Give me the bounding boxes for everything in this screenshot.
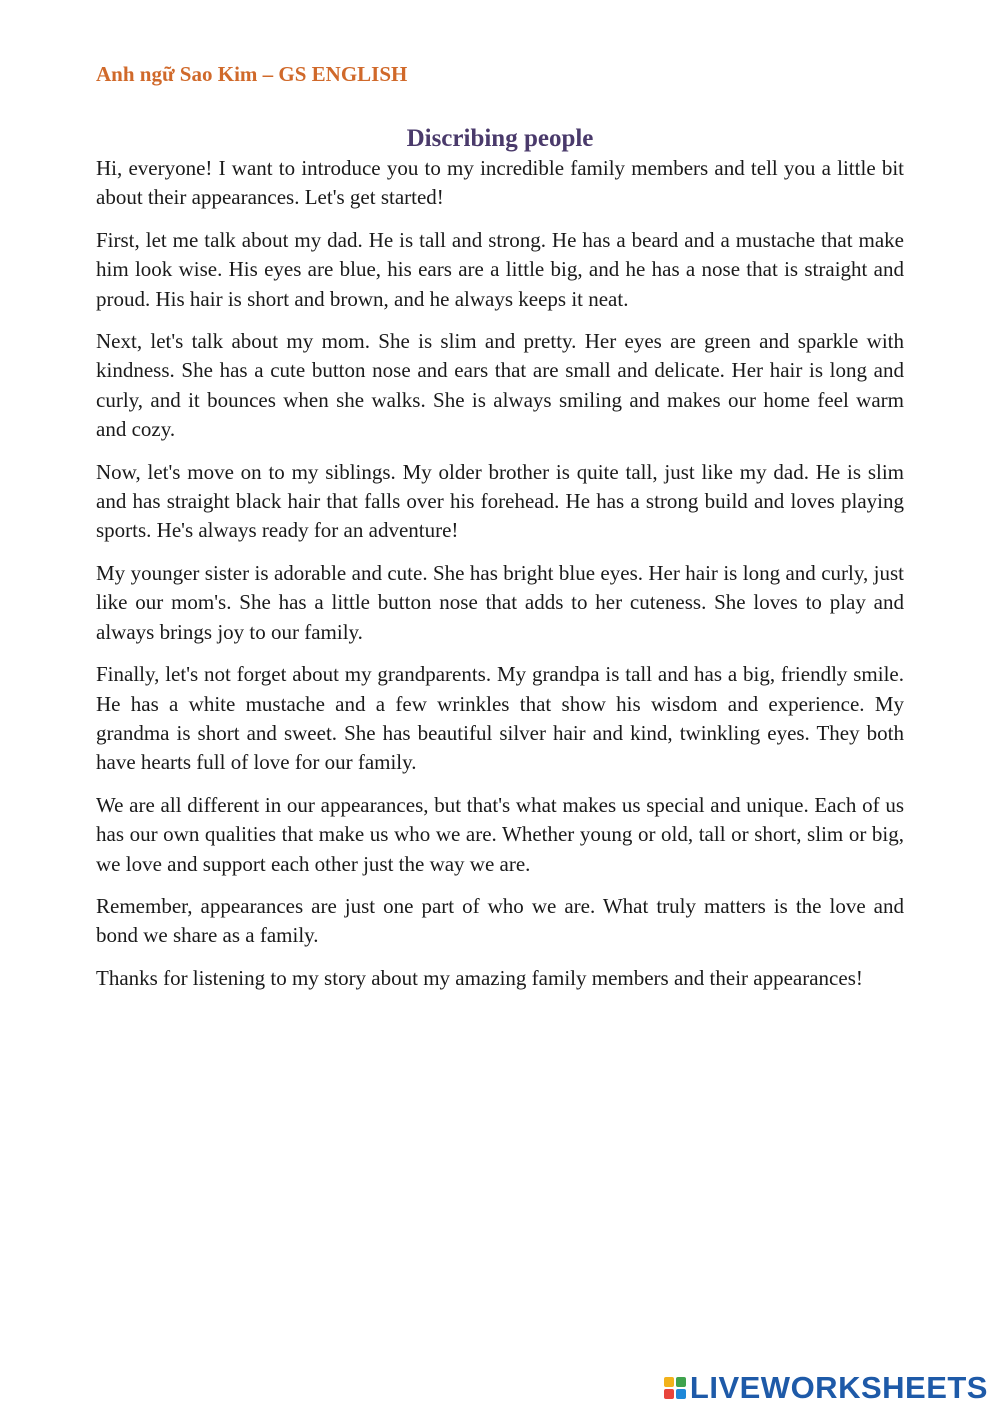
logo-square <box>676 1389 686 1399</box>
logo-square <box>676 1377 686 1387</box>
paragraph-intro: Hi, everyone! I want to introduce you to my incredible family members and tell you a little bit about their appearances. Let's get started! <box>96 156 904 210</box>
paragraph-brother: Now, let's move on to my siblings. My older brother is quite tall, just like my dad. He is slim and has straight black hair that falls over his forehead. He has a strong build and loves playing sports. He's always ready for an adventure! <box>96 459 904 543</box>
logo-square <box>664 1377 674 1387</box>
logo-text: LIVEWORKSHEETS <box>689 1370 988 1405</box>
liveworksheets-logo-icon <box>664 1377 686 1399</box>
paragraph-mom: Next, let's talk about my mom. She is slim and pretty. Her eyes are green and sparkle with kindness. She has a cute button nose and ears that are small and delicate. Her hair is long and curly, and it bounces when she walks. She is always smiling and makes our home feel warm and cozy. <box>96 329 904 442</box>
paragraph-sister: My younger sister is adorable and cute. She has bright blue eyes. Her hair is long and curly, just like our mom's. She has a little button nose that adds to her cuteness. She loves to play and always brings joy to our family. <box>96 560 904 644</box>
paragraph-dad: First, let me talk about my dad. He is tall and strong. He has a beard and a mustache that make him look wise. His eyes are blue, his ears are a little big, and he has a nose that is straight and proud. His hair is short and brown, and he always keeps it neat. <box>96 227 904 311</box>
document-body <box>96 154 904 1006</box>
header-brand: Anh ngữ Sao Kim – GS ENGLISH <box>96 62 408 86</box>
footer-logo[interactable] <box>664 1370 988 1406</box>
paragraph-thanks: Thanks for listening to my story about my amazing family members and their appearances! <box>96 965 863 990</box>
paragraph-differences: We are all different in our appearances, but that's what makes us special and unique. Each of us has our own qualities that make us who we are. Whether young or old, tall or short, slim or big, we love and support each other just the way we are. <box>96 792 904 876</box>
paragraph-remember: Remember, appearances are just one part of who we are. What truly matters is the love and bond we share as a family. <box>96 893 904 948</box>
paragraph-grandparents: Finally, let's not forget about my grandparents. My grandpa is tall and has a big, friendly smile. He has a white mustache and a few wrinkles that show his wisdom and experience. My grandma is short and sweet. She has beautiful silver hair and kind, twinkling eyes. They both have hearts full of love for our family. <box>96 662 904 775</box>
document-title: Discribing people <box>406 125 594 152</box>
logo-square <box>664 1389 674 1399</box>
